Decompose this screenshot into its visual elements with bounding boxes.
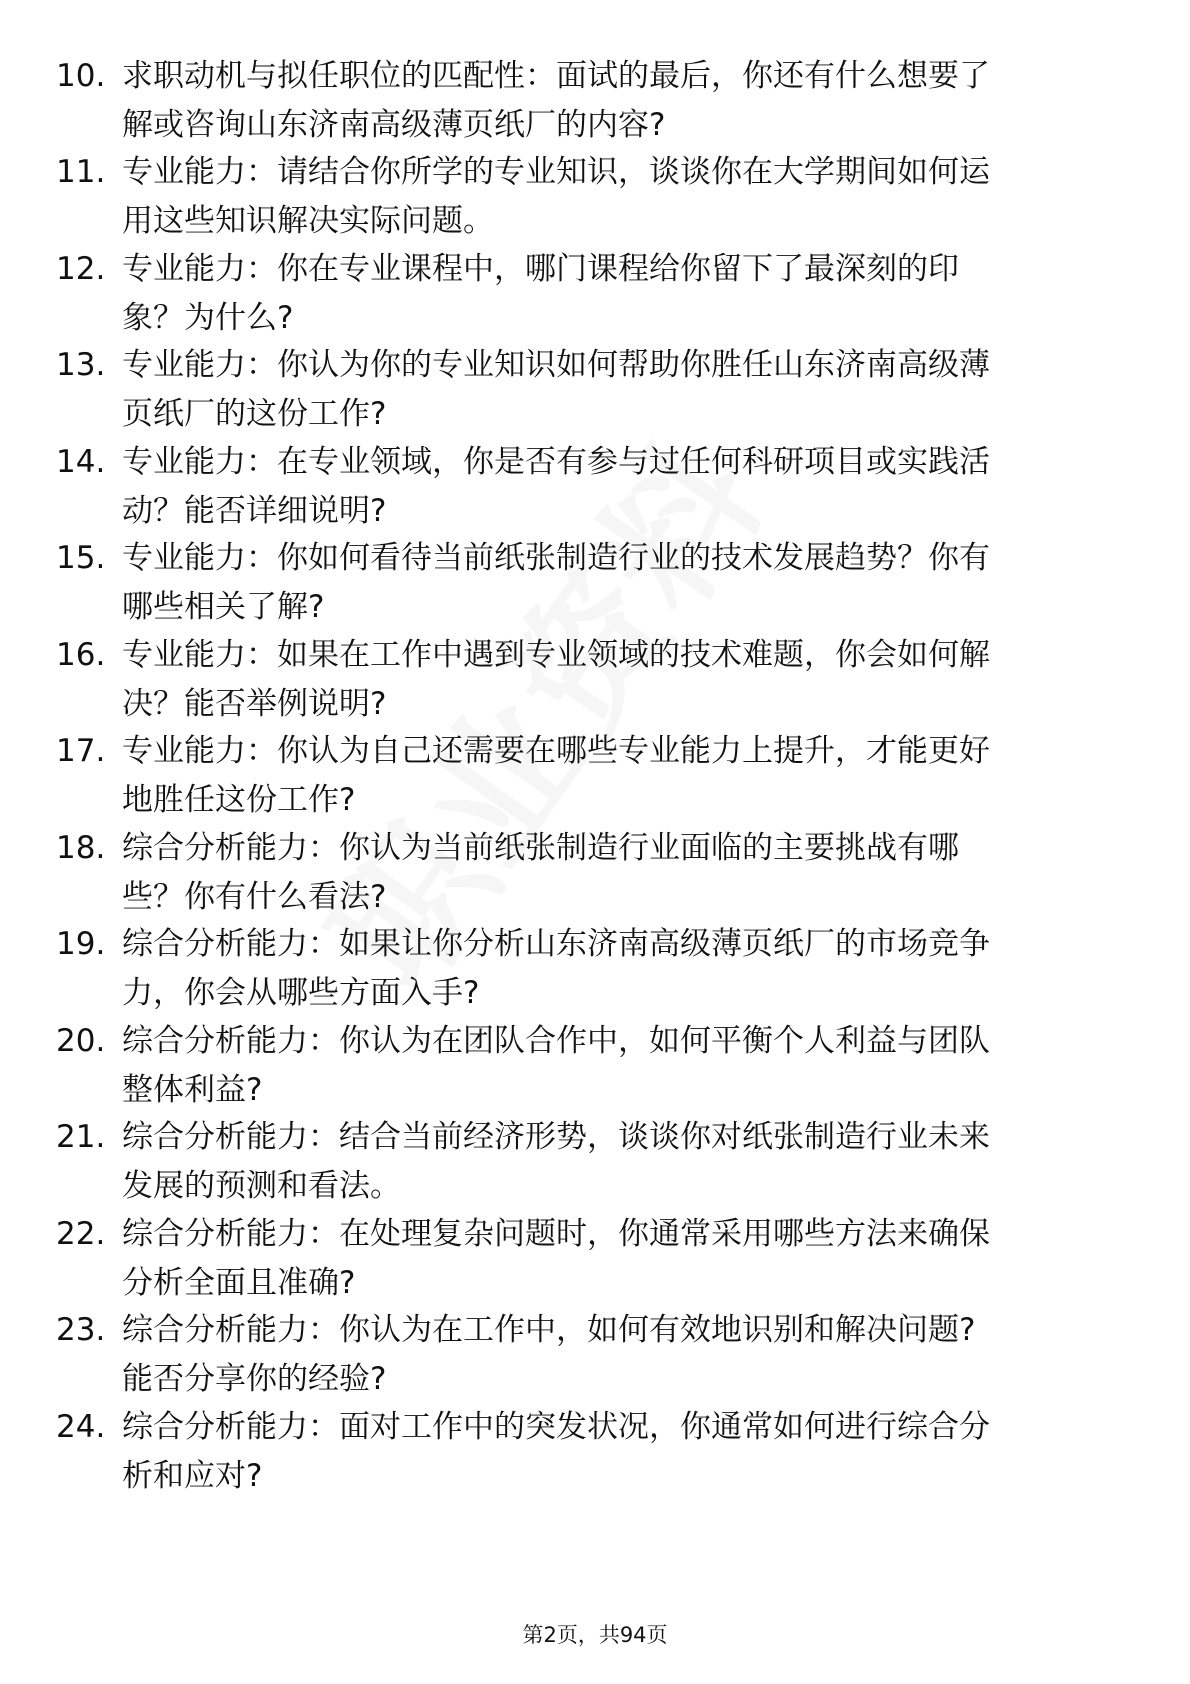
- question-text-line-2: 用这些知识解决实际问题。: [122, 203, 494, 239]
- question-text-line-1: 综合分析能力：在处理复杂问题时，你通常采用哪些方法来确保: [122, 1216, 990, 1252]
- question-item-10: [0, 50, 1190, 160]
- question-text-line-1: 综合分析能力：你认为在团队合作中，如何平衡个人利益与团队: [122, 1023, 990, 1059]
- question-number: 14.: [56, 444, 106, 480]
- question-text-line-2: 些？你有什么看法?: [122, 879, 387, 915]
- question-item-19: [0, 918, 1190, 1028]
- question-number: 11.: [56, 154, 106, 190]
- question-text-line-1: 求职动机与拟任职位的匹配性：面试的最后，你还有什么想要了: [122, 58, 990, 94]
- question-item-24: [0, 1401, 1190, 1511]
- question-item-20: [0, 1015, 1190, 1125]
- question-text-line-1: 综合分析能力：面对工作中的突发状况，你通常如何进行综合分: [122, 1409, 990, 1445]
- question-item-21: [0, 1111, 1190, 1221]
- page-number-footer: 第2页，共94页: [522, 1623, 668, 1647]
- question-text-line-1: 综合分析能力：结合当前经济形势，谈谈你对纸张制造行业未来: [122, 1119, 990, 1155]
- question-text-line-1: 专业能力：你认为你的专业知识如何帮助你胜任山东济南高级薄: [122, 347, 990, 383]
- question-text-line-2: 地胜任这份工作?: [122, 782, 356, 818]
- question-number: 24.: [56, 1409, 106, 1445]
- question-item-23: [0, 1304, 1190, 1414]
- question-text-line-1: 专业能力：你如何看待当前纸张制造行业的技术发展趋势？你有: [122, 540, 990, 576]
- question-item-17: [0, 725, 1190, 835]
- question-item-12: [0, 243, 1190, 353]
- question-text-line-2: 分析全面且准确?: [122, 1265, 356, 1301]
- question-number: 15.: [56, 540, 106, 576]
- question-item-13: [0, 339, 1190, 449]
- question-item-15: [0, 532, 1190, 642]
- question-text-line-1: 专业能力：请结合你所学的专业知识，谈谈你在大学期间如何运: [122, 154, 990, 190]
- question-text-line-2: 动？能否详细说明?: [122, 493, 387, 529]
- question-number: 20.: [56, 1023, 106, 1059]
- question-number: 12.: [56, 251, 106, 287]
- question-text-line-2: 力，你会从哪些方面入手?: [122, 975, 480, 1011]
- question-number: 23.: [56, 1312, 106, 1348]
- question-text-line-1: 专业能力：你在专业课程中，哪门课程给你留下了最深刻的印: [122, 251, 959, 287]
- question-number: 16.: [56, 637, 106, 673]
- question-number: 10.: [56, 58, 106, 94]
- question-item-11: [0, 146, 1190, 256]
- question-text-line-2: 析和应对?: [122, 1458, 263, 1494]
- question-text-line-2: 能否分享你的经验?: [122, 1361, 387, 1397]
- question-text-line-1: 专业能力：你认为自己还需要在哪些专业能力上提升，才能更好: [122, 733, 990, 769]
- question-number: 22.: [56, 1216, 106, 1252]
- question-text-line-2: 哪些相关了解?: [122, 589, 325, 625]
- question-text-line-2: 象？为什么?: [122, 300, 294, 336]
- question-text-line-2: 决？能否举例说明?: [122, 686, 387, 722]
- question-item-22: [0, 1208, 1190, 1318]
- question-text-line-2: 整体利益?: [122, 1072, 263, 1108]
- question-text-line-2: 解或咨询山东济南高级薄页纸厂的内容?: [122, 107, 666, 143]
- question-text-line-1: 专业能力：在专业领域，你是否有参与过任何科研项目或实践活: [122, 444, 990, 480]
- question-text-line-2: 发展的预测和看法。: [122, 1168, 401, 1204]
- question-number: 19.: [56, 926, 106, 962]
- question-number: 17.: [56, 733, 106, 769]
- question-text-line-1: 综合分析能力：你认为当前纸张制造行业面临的主要挑战有哪: [122, 830, 959, 866]
- question-text-line-2: 页纸厂的这份工作?: [122, 396, 387, 432]
- question-item-18: [0, 822, 1190, 932]
- question-item-14: [0, 436, 1190, 546]
- question-text-line-1: 综合分析能力：如果让你分析山东济南高级薄页纸厂的市场竞争: [122, 926, 990, 962]
- question-number: 18.: [56, 830, 106, 866]
- question-item-16: [0, 629, 1190, 739]
- question-text-line-1: 专业能力：如果在工作中遇到专业领域的技术难题，你会如何解: [122, 637, 990, 673]
- question-number: 13.: [56, 347, 106, 383]
- question-number: 21.: [56, 1119, 106, 1155]
- question-text-line-1: 综合分析能力：你认为在工作中，如何有效地识别和解决问题?: [122, 1312, 976, 1348]
